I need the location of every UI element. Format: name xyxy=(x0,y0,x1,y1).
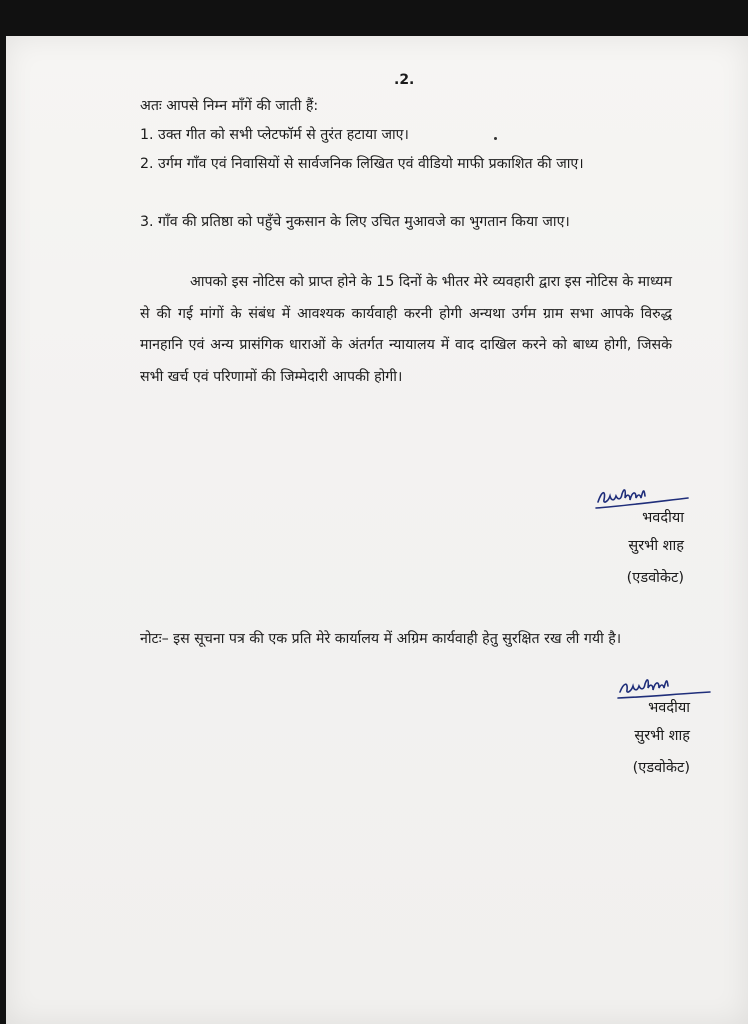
note-paragraph: नोटः– इस सूचना पत्र की एक प्रति मेरे कार्यालय में अग्रिम कार्यवाही हेतु सुरक्षित रख ली गयी है। xyxy=(140,631,622,647)
top-frame xyxy=(0,0,748,36)
signature-block-1 xyxy=(566,504,684,592)
signatory-designation: (एडवोकेट) xyxy=(626,570,684,586)
notice-paragraph: आपको इस नोटिस को प्राप्त होने के 15 दिनों के भीतर मेरे व्यवहारी द्वारा इस नोटिस के माध्यम से की गई मांगों के संबंध में आवश्यक कार्यवाही करनी होगी अन्यथा उर्गम ग्राम सभा आपके विरुद्ध मानहानि एवं अन्य प्रासंगिक धाराओं के अंतर्गत न्यायालय में वाद दाखिल करने को बाध्य होगी, जिसके सभी खर्च एवं परिणामों की जिम्मेदारी आपकी होगी। xyxy=(140,274,672,385)
closing-text: भवदीया xyxy=(648,700,690,716)
demand-item-3: 3. गाँव की प्रतिष्ठा को पहुँचे नुकसान के लिए उचित मुआवजे का भुगतान किया जाए। xyxy=(140,214,570,230)
signatory-name: सुरभी शाह xyxy=(634,728,690,744)
demand-item-1: 1. उक्त गीत को सभी प्लेटफॉर्म से तुरंत हटाया जाए। xyxy=(140,127,409,143)
page-number: .2. xyxy=(394,72,415,88)
document-page xyxy=(6,36,748,1024)
signatory-name: सुरभी शाह xyxy=(628,538,684,554)
closing-text: भवदीया xyxy=(642,510,684,526)
demand-item-2: 2. उर्गम गाँव एवं निवासियों से सार्वजनिक लिखित एवं वीडियो माफी प्रकाशित की जाए। xyxy=(140,156,584,172)
signatory-designation: (एडवोकेट) xyxy=(632,760,690,776)
stray-mark xyxy=(494,137,497,140)
demands-intro: अतः आपसे निम्न माँगें की जाती हैं: xyxy=(140,98,319,114)
signature-block-2 xyxy=(566,694,690,782)
